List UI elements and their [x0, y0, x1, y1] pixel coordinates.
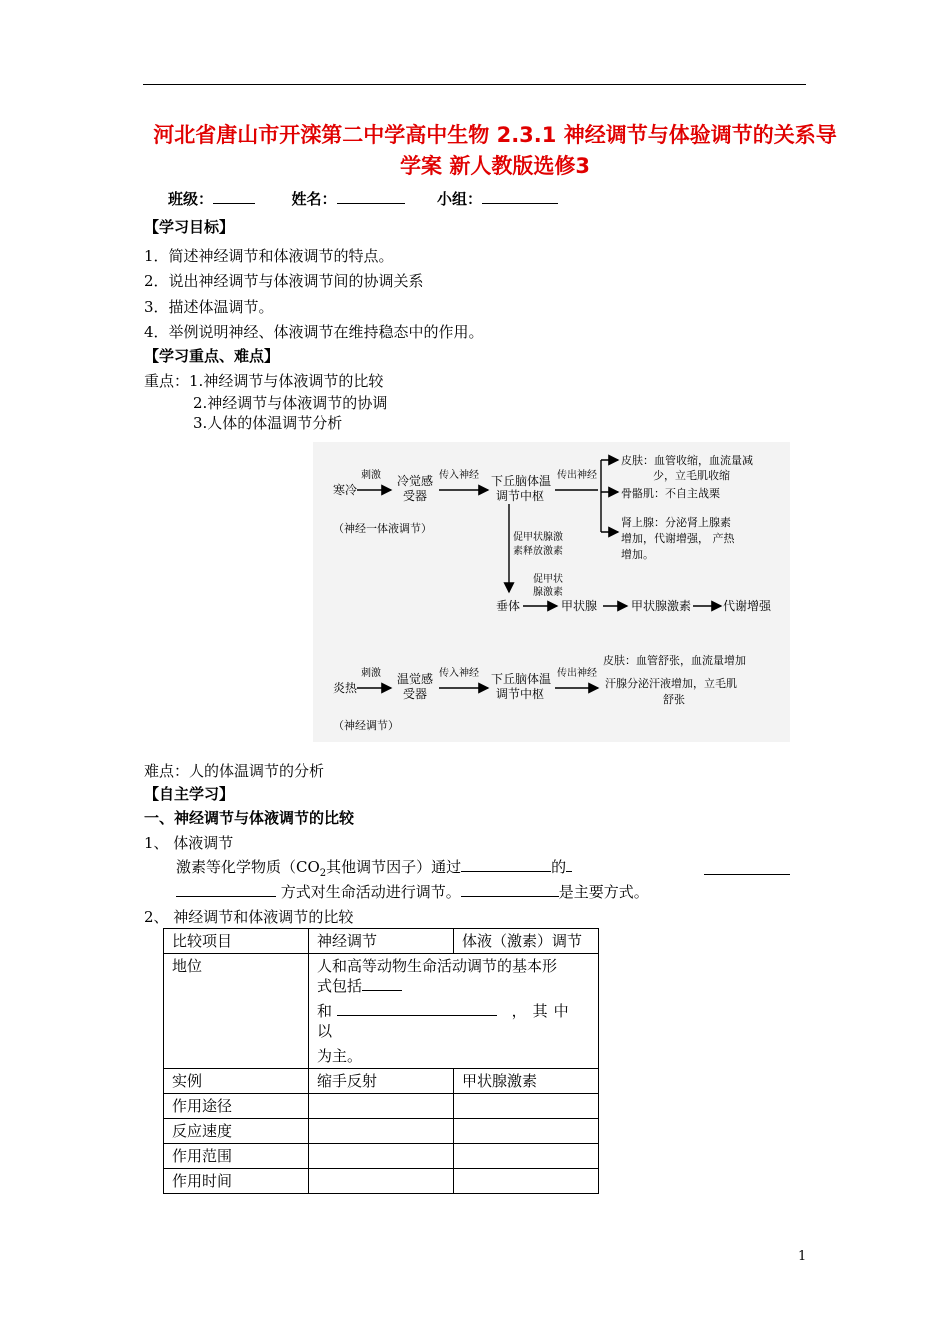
- student-info-row: [168, 189, 558, 209]
- thermoregulation-diagram: [313, 442, 790, 742]
- efferent-label: 传出神经: [557, 470, 597, 481]
- table-cell: 缩手反射: [309, 1069, 454, 1094]
- cold-receptor-label: 冷觉感: [397, 474, 434, 488]
- name-blank[interactable]: [337, 189, 405, 204]
- status-text: 和: [317, 1002, 333, 1020]
- skin-cold-label: 皮肤：血管收缩，血流量减: [621, 454, 753, 467]
- skin-cold-label-2: 少，立毛肌收缩: [653, 469, 730, 482]
- tsh-label: 促甲状: [533, 574, 563, 585]
- adrenal-label-2: 增加，代谢增强， 产热: [621, 532, 735, 545]
- group-label: 小组：: [436, 190, 482, 208]
- class-label: 班级：: [168, 190, 214, 208]
- table-cell[interactable]: [454, 1169, 599, 1194]
- status-text: ，其中以: [317, 1002, 575, 1040]
- item1-text-d: 方式对生命活动进行调节。: [280, 883, 461, 901]
- document-title: 河北省唐山市开滦第二中学高中生物 2.3.1 神经调节与体验调节的关系导学案 新人教版选修3: [153, 123, 837, 178]
- status-text: 式包括: [317, 977, 363, 995]
- neuro-humoral-label: （神经一体液调节）: [333, 522, 432, 535]
- table-cell[interactable]: [309, 1169, 454, 1194]
- cold-receptor-label-2: 受器: [403, 489, 428, 503]
- cold-label: 寒冷: [333, 483, 358, 497]
- table-header: 比较项目: [164, 929, 309, 954]
- tsh-label-2: 腺激素: [533, 587, 563, 598]
- muscle-label: 骨骼肌：不自主战栗: [621, 487, 720, 500]
- group-blank[interactable]: [482, 189, 558, 204]
- hypothalamus-label: 下丘脑体温: [491, 474, 552, 488]
- hot-label: 炎热: [333, 681, 358, 695]
- adrenal-label: 肾上腺：分泌肾上腺素: [621, 516, 731, 529]
- table-row: [164, 1119, 599, 1144]
- adrenal-label-3: 增加。: [621, 548, 654, 561]
- table-cell[interactable]: [309, 1119, 454, 1144]
- row-label: 地位: [164, 954, 309, 1069]
- table-cell[interactable]: [454, 1094, 599, 1119]
- row-label: 实例: [164, 1069, 309, 1094]
- class-blank[interactable]: [213, 189, 255, 204]
- table-row: [164, 1069, 599, 1094]
- status-text-row: [317, 1001, 590, 1041]
- skin-hot-label: 皮肤：血管舒张，血流量增加: [603, 654, 746, 667]
- fill-blank[interactable]: [704, 874, 790, 875]
- self-study-heading: 【自主学习】: [144, 785, 235, 803]
- table-cell[interactable]: [309, 1094, 454, 1119]
- item2-title: 2、 神经调节和体液调节的比较: [144, 908, 354, 926]
- section-one-heading: 一、神经调节与体液调节的比较: [144, 809, 355, 827]
- thyroid-label: 甲状腺: [561, 599, 598, 613]
- header-rule: [143, 84, 806, 85]
- row-label: 作用途径: [164, 1094, 309, 1119]
- item1-title: 1、 体液调节: [144, 834, 234, 852]
- item1-text-e: 是主要方式。: [558, 883, 649, 901]
- focus-item: 3.人体的体温调节分析: [193, 414, 343, 432]
- status-cell: [309, 954, 599, 1069]
- warm-receptor-label-2: 受器: [403, 687, 428, 701]
- keypoints-heading: 【学习重点、难点】: [144, 347, 280, 365]
- hypothalamus-label-2: 调节中枢: [496, 687, 545, 701]
- afferent-label: 传入神经: [439, 470, 479, 481]
- sweat-label: 汗腺分泌汗液增加，立毛肌: [605, 677, 737, 690]
- status-text-row: [317, 976, 590, 996]
- goals-heading: 【学习目标】: [144, 218, 235, 236]
- table-header: 神经调节: [309, 929, 454, 954]
- hypothalamus-label: 下丘脑体温: [491, 672, 552, 686]
- trh-label: 促甲状腺激: [513, 532, 563, 543]
- table-cell[interactable]: [454, 1144, 599, 1169]
- comparison-table: [163, 928, 599, 1194]
- metabolism-label: 代谢增强: [723, 599, 772, 613]
- row-label: 反应速度: [164, 1119, 309, 1144]
- efferent-label: 传出神经: [557, 668, 597, 679]
- name-label: 姓名：: [291, 190, 337, 208]
- item1-text-b: 其他调节因子）通过: [326, 858, 462, 876]
- goal-item: 1．简述神经调节和体液调节的特点。: [144, 247, 394, 265]
- goal-item: 2．说出神经调节与体液调节间的协调关系: [144, 272, 424, 290]
- fill-blank[interactable]: [337, 1001, 497, 1016]
- focus-label: 重点：: [144, 372, 190, 390]
- table-row: [164, 954, 599, 1069]
- sweat-label-2: 舒张: [663, 693, 685, 706]
- row-label: 作用范围: [164, 1144, 309, 1169]
- warm-receptor-label: 温觉感: [397, 672, 434, 686]
- item1-text-a: 激素等化学物质（CO: [176, 858, 320, 876]
- neuro-label: （神经调节）: [333, 719, 399, 732]
- item1-text-c: 的: [551, 858, 567, 876]
- co2-subscript: 2: [319, 868, 327, 879]
- stimulate-label: 刺激: [361, 470, 381, 481]
- table-cell[interactable]: [309, 1144, 454, 1169]
- focus-row: [144, 371, 383, 391]
- table-header-row: [164, 929, 599, 954]
- table-row: [164, 1144, 599, 1169]
- stimulate-label: 刺激: [361, 668, 381, 679]
- pituitary-label: 垂体: [496, 599, 521, 613]
- fill-blank[interactable]: [461, 882, 559, 897]
- afferent-label: 传入神经: [439, 668, 479, 679]
- fill-blank[interactable]: [566, 857, 572, 872]
- row-label: 作用时间: [164, 1169, 309, 1194]
- table-row: [164, 1169, 599, 1194]
- fill-blank[interactable]: [461, 857, 551, 872]
- hypothalamus-label-2: 调节中枢: [496, 489, 545, 503]
- fill-blank[interactable]: [176, 882, 276, 897]
- goal-item: 3．描述体温调节。: [144, 298, 274, 316]
- goal-item: 4．举例说明神经、体液调节在维持稳态中的作用。: [144, 323, 484, 341]
- item1-text-row2: [176, 882, 649, 902]
- trh-label-2: 素释放激素: [513, 546, 563, 557]
- item1-text-row1: [176, 857, 572, 884]
- status-text: 为主。: [317, 1047, 363, 1065]
- table-row: [164, 1094, 599, 1119]
- status-text: 人和高等动物生命活动调节的基本形: [317, 957, 558, 975]
- thyroxine-label: 甲状腺激素: [631, 599, 692, 613]
- table-header: 体液（激素）调节: [454, 929, 599, 954]
- focus-item: 2.神经调节与体液调节的协调: [193, 394, 388, 412]
- fill-blank[interactable]: [362, 976, 402, 991]
- page-number: 1: [798, 1249, 807, 1264]
- table-cell[interactable]: [454, 1119, 599, 1144]
- focus-item: 1.神经调节与体液调节的比较: [189, 372, 384, 390]
- table-cell: 甲状腺激素: [454, 1069, 599, 1094]
- difficulty-line: 难点：人的体温调节的分析: [144, 762, 325, 780]
